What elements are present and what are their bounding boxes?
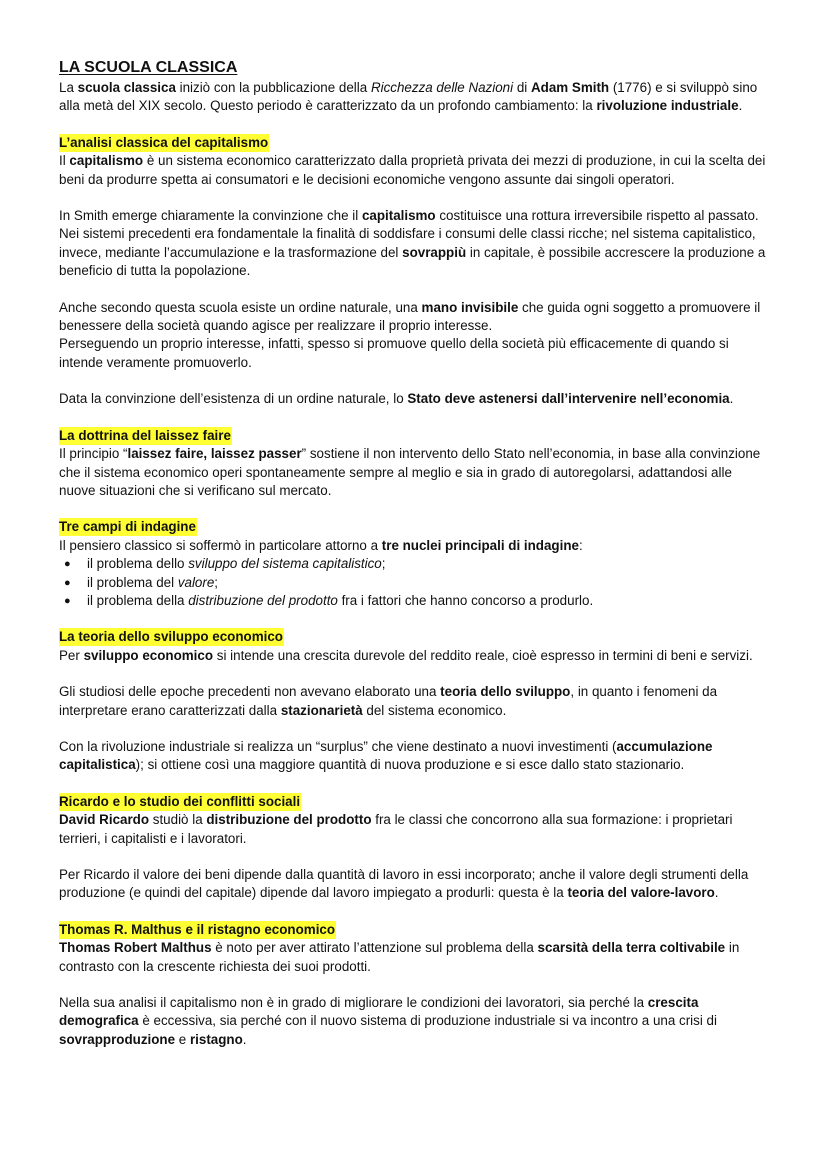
section-heading: L’analisi classica del capitalismo: [59, 134, 269, 150]
bullet-list: [59, 555, 771, 610]
text-run: è un sistema economico caratterizzato dalla proprietà privata dei mezzi di produzione, in cui la scelta dei beni da produrre spetta ai consumatori e le decisioni economiche vengono assunte dai singoli operatori.: [59, 153, 766, 187]
section: [59, 793, 771, 903]
bold-text: laissez faire, laissez passer: [127, 446, 302, 462]
bold-text: capitalismo: [69, 153, 144, 169]
italic-text: Ricchezza delle Nazioni: [370, 80, 514, 95]
list-item: [59, 592, 771, 610]
paragraph: [59, 390, 771, 408]
text-run: Gli studiosi delle epoche precedenti non avevano elaborato una: [59, 684, 441, 700]
text-run: ” sostiene il non intervento dello Stato nell’economia, in base alla convinzione che il sistema economico operi spontaneamente sempre al meglio e sia in grado di autoregolarsi, adattandosi alle nuove situazioni che si verificano sul mercato.: [59, 446, 761, 498]
document-page: [59, 58, 771, 1049]
text-run: Nella sua analisi il capitalismo non è in grado di migliorare le condizioni dei lavoratori, sia perché la: [59, 995, 648, 1011]
section-spacer: [59, 903, 771, 921]
section-heading: Thomas R. Malthus e il ristagno economico: [59, 921, 336, 937]
bullet-icon: ●: [64, 576, 71, 589]
section-heading: Ricardo e lo studio dei conflitti sociali: [59, 793, 301, 809]
paragraph-spacer: [59, 720, 771, 738]
text-run: .: [714, 885, 719, 901]
page-title: LA SCUOLA CLASSICA: [59, 59, 238, 76]
text-run: in contrasto con la crescente richiesta dei suoi prodotti.: [59, 940, 740, 974]
text-run: il problema della: [87, 592, 189, 608]
text-run: La: [59, 80, 78, 95]
text-run: Per: [59, 647, 84, 663]
paragraph-spacer: [59, 976, 771, 994]
bold-text: stazionarietà: [280, 702, 363, 718]
text-run: fra i fattori che hanno concorso a produrlo.: [337, 592, 594, 608]
bold-text: sovrappiù: [402, 244, 467, 260]
bold-text: sviluppo economico: [83, 647, 214, 663]
bold-text: capitalismo: [361, 208, 436, 224]
bold-text: Thomas Robert Malthus: [59, 940, 212, 956]
text-run: ;: [214, 574, 219, 590]
text-run: Perseguendo un proprio interesse, infatti, spesso si promuove quello della società più efficacemente di quando si intende veramente promuoverlo.: [59, 336, 729, 370]
paragraph-spacer: [59, 665, 771, 683]
bold-text: scarsità della terra coltivabile: [537, 940, 726, 956]
list-item: [59, 555, 771, 573]
bold-text: Adam Smith: [530, 80, 610, 95]
paragraph-spacer: [59, 281, 771, 299]
text-run: .: [738, 98, 743, 114]
text-run: di: [513, 80, 531, 95]
text-run: ;: [381, 556, 386, 572]
section: [59, 518, 771, 610]
bullet-icon: ●: [64, 594, 71, 607]
text-run: si intende una crescita durevole del reddito reale, cioè espresso in termini di beni e servizi.: [213, 647, 753, 663]
text-run: in capitale, è possibile accrescere la produzione a beneficio di tutta la popolazione.: [59, 244, 766, 279]
bold-text: distribuzione del prodotto: [206, 812, 372, 828]
paragraph: [59, 939, 771, 976]
text-run: , in quanto i fenomeni da interpretare erano caratterizzati dalla: [59, 684, 718, 718]
intro-paragraph: [59, 79, 771, 116]
list-item: [59, 574, 771, 592]
bold-text: crescita demografica: [59, 995, 699, 1029]
bold-text: scuola classica: [77, 80, 176, 95]
text-run: Il principio “: [59, 446, 128, 462]
italic-text: valore: [177, 574, 215, 590]
bold-text: David Ricardo: [59, 812, 150, 828]
text-run: è eccessiva, sia perché con il nuovo sistema di produzione industriale si va incontro a una crisi di: [138, 1013, 717, 1029]
paragraph: [59, 537, 771, 555]
italic-text: sviluppo del sistema capitalistico: [188, 556, 382, 572]
section-spacer: [59, 775, 771, 793]
text-run: In Smith emerge chiaramente la convinzione che il: [59, 208, 362, 224]
text-run: fra le classi che concorrono alla sua formazione: i proprietari terrieri, i capitalisti e i lavoratori.: [59, 812, 733, 846]
text-run: e: [175, 1031, 190, 1047]
paragraph: [59, 299, 771, 373]
paragraph-spacer: [59, 189, 771, 207]
section-heading: La teoria dello sviluppo economico: [59, 629, 283, 645]
paragraph-spacer: [59, 848, 771, 866]
text-run: ); si ottiene così una maggiore quantità di nuova produzione e si esce dallo stato stazionario.: [135, 757, 685, 773]
italic-text: distribuzione del prodotto: [188, 592, 338, 608]
text-run: Anche secondo questa scuola esiste un ordine naturale, una: [59, 299, 422, 315]
paragraph: [59, 811, 771, 848]
text-run: è noto per aver attirato l’attenzione sul problema della: [211, 940, 538, 956]
paragraph: [59, 738, 771, 775]
text-run: Con la rivoluzione industriale si realizza un “surplus” che viene destinato a nuovi investimenti (: [59, 738, 617, 754]
section-spacer: [59, 500, 771, 518]
text-run: studiò la: [149, 812, 207, 828]
bold-text: tre nuclei principali di indagine: [381, 537, 579, 553]
text-run: Data la convinzione dell’esistenza di un ordine naturale, lo: [59, 391, 408, 407]
text-run: costituisce una rottura irreversibile rispetto al passato. Nei sistemi precedenti era fondamentale la finalità di soddisfare i consumi delle classi ricche; nel sistema capitalistico, invece, mediante l’accumulazione e la trasformazione del: [59, 208, 759, 260]
bold-text: rivoluzione industriale: [596, 98, 739, 114]
section-spacer: [59, 610, 771, 628]
text-run: :: [578, 537, 583, 553]
bold-text: teoria del valore-lavoro: [567, 885, 715, 901]
text-run: Il: [59, 153, 70, 169]
section-spacer: [59, 116, 771, 134]
paragraph: [59, 207, 771, 281]
section: [59, 921, 771, 1049]
paragraph: [59, 152, 771, 189]
text-run: iniziò con la pubblicazione della: [175, 80, 371, 95]
paragraph: [59, 866, 771, 903]
bold-text: Stato deve astenersi dall’intervenire nell’economia: [407, 391, 730, 407]
section: [59, 134, 771, 409]
text-run: il problema del: [87, 574, 178, 590]
bold-text: sovrapproduzione: [59, 1031, 176, 1047]
paragraph: [59, 994, 771, 1049]
text-run: .: [242, 1031, 247, 1047]
text-run: .: [729, 391, 734, 407]
paragraph-spacer: [59, 372, 771, 390]
paragraph: [59, 683, 771, 720]
section: [59, 628, 771, 774]
text-run: (1776) e si sviluppò sino alla metà del XIX secolo. Questo periodo è caratterizzato da un profondo cambiamento: la: [59, 80, 758, 114]
text-run: del sistema economico.: [362, 702, 507, 718]
paragraph: [59, 445, 771, 500]
section: [59, 427, 771, 501]
section-spacer: [59, 409, 771, 427]
text-run: che guida ogni soggetto a promuovere il benessere della società quando agisce per realizzare il proprio interesse.: [59, 299, 761, 334]
bold-text: teoria dello sviluppo: [440, 684, 571, 700]
text-run: Per Ricardo il valore dei beni dipende dalla quantità di lavoro in essi incorporato; anche il valore degli strumenti della produzione (e quindi del capitale) dipende dal lavoro impiegato a produrli: questa è la: [59, 867, 749, 901]
bold-text: mano invisibile: [421, 299, 519, 315]
section-heading: La dottrina del laissez faire: [59, 427, 231, 443]
text-run: Il pensiero classico si soffermò in particolare attorno a: [59, 537, 382, 553]
text-run: il problema dello: [87, 556, 189, 572]
bullet-icon: ●: [64, 558, 71, 571]
sections-container: [59, 116, 771, 1049]
bold-text: ristagno: [189, 1031, 243, 1047]
section-heading: Tre campi di indagine: [59, 519, 196, 535]
paragraph: [59, 647, 771, 665]
bold-text: accumulazione capitalistica: [59, 738, 713, 773]
